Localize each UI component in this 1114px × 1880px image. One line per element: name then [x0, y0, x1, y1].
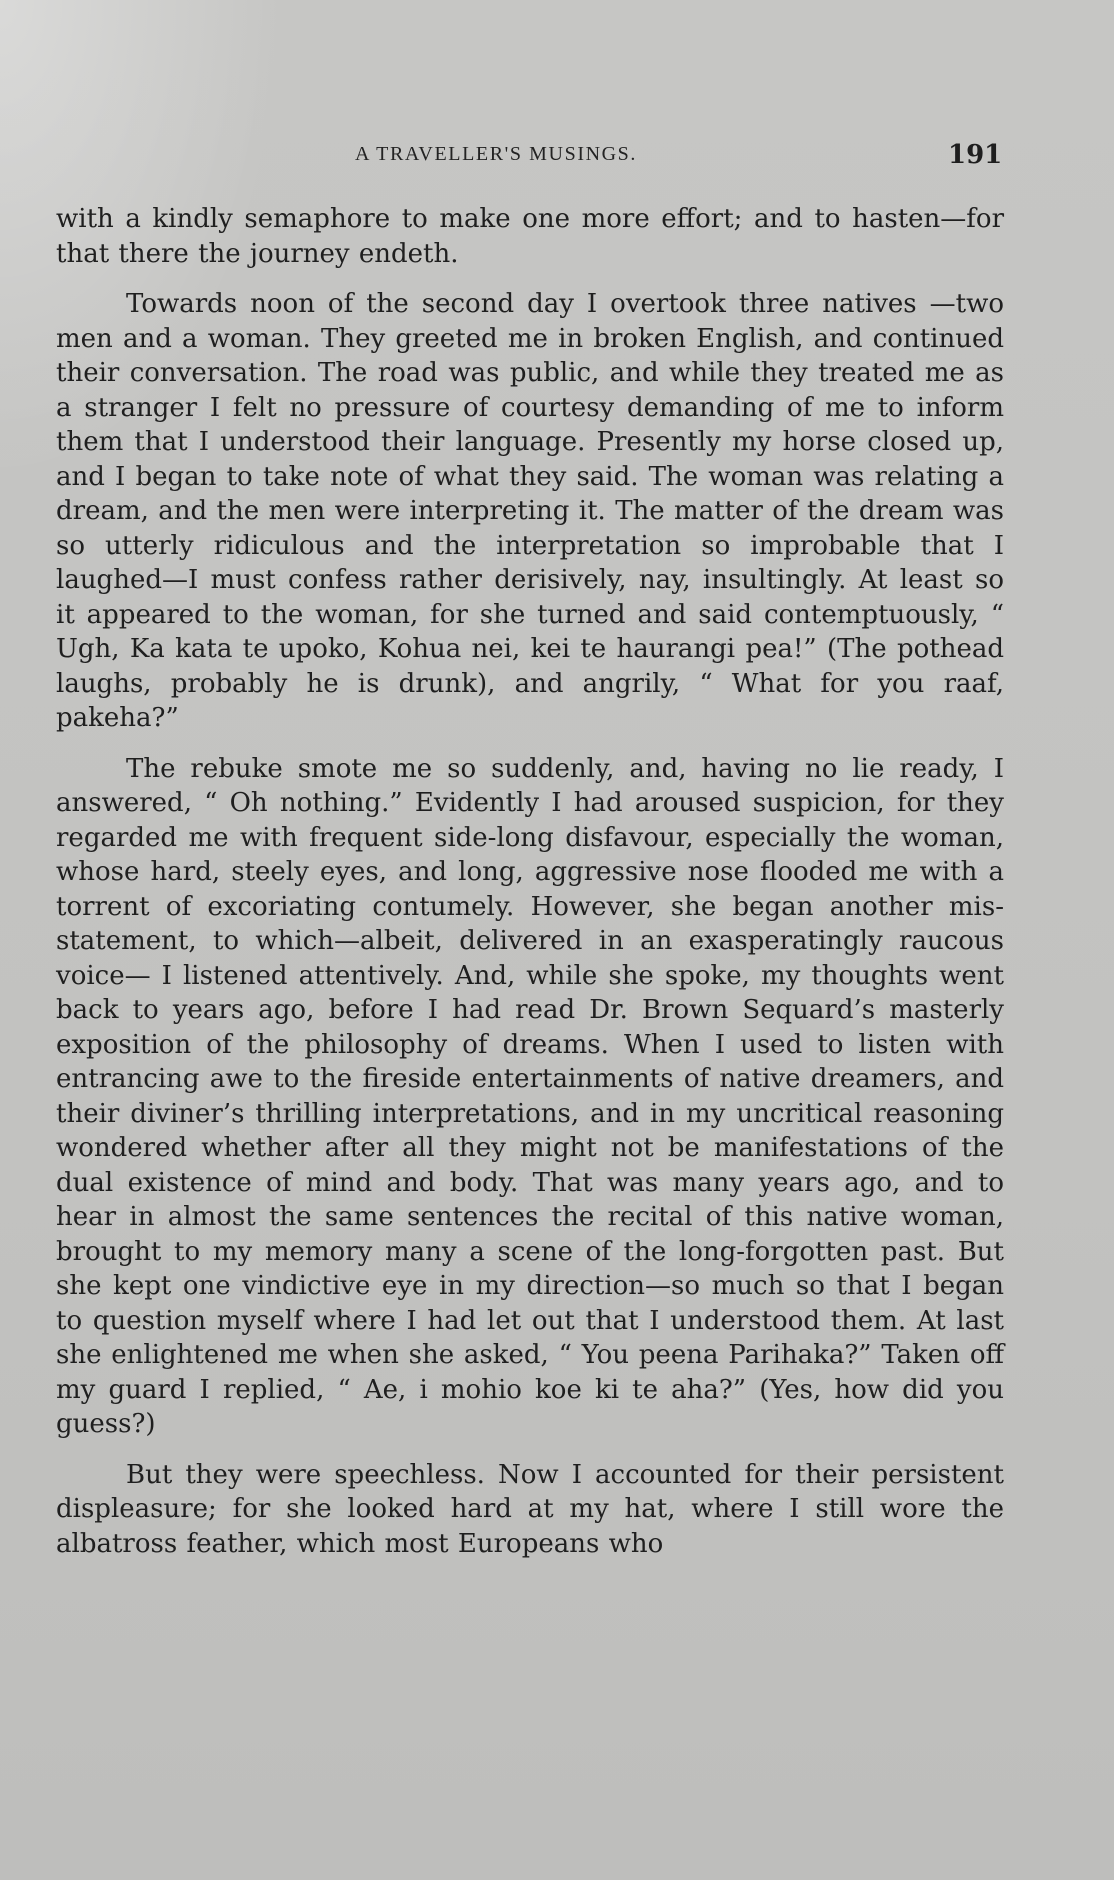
body-text — [56, 202, 1004, 1561]
paragraph-2: Towards noon of the second day I overtook three natives —two men and a woman. They greeted me in broken English, and continued their conversation. The road was public, and while they treated me as a stranger I felt no pressure of courtesy demanding of me to inform them that I understood their language. Presently my horse closed up, and I began to take note of what they said. The woman was relating a dream, and the men were interpreting it. The matter of the dream was so utterly ridiculous and the interpretation so improbable that I laughed—I must confess rather derisively, nay, insultingly. At least so it appeared to the woman, for she turned and said contemptuously, “ Ugh, Ka kata te upoko, Kohua nei, kei te haurangi pea!” (The pothead laughs, probably he is drunk), and angrily, “ What for you raaf, pakeha?” — [56, 289, 1004, 733]
paragraph-4: But they were speechless. Now I accounted for their persistent displeasure; for she looked hard at my hat, where I still wore the albatross feather, which most Europeans who — [56, 1459, 1004, 1559]
running-head: A TRAVELLER'S MUSINGS. — [355, 143, 637, 165]
paragraph-1: with a kindly semaphore to make one more effort; and to hasten—for that there the journey endeth. — [56, 204, 1004, 269]
page-number: 191 — [948, 140, 1003, 170]
paragraph-3: The rebuke smote me so suddenly, and, having no lie ready, I answered, “ Oh nothing.” Evidently I had aroused suspicion, for they regarded me with frequent side-long disfavour, especially the woman, whose hard, steely eyes, and long, aggressive nose flooded me with a torrent of excoriating contumely. However, she began another mis-statement, to which—albeit, delivered in an exasperatingly raucous voice— I listened attentively. And, while she spoke, my thoughts went back to years ago, before I had read Dr. Brown Sequard’s masterly exposition of the philosophy of dreams. When I used to listen with entrancing awe to the fireside entertainments of native dreamers, and their diviner’s thrilling interpretations, and in my uncritical reasoning wondered whether after all they might not be manifestations of the dual existence of mind and body. That was many years ago, and to hear in almost the same sentences the recital of this native woman, brought to my memory many a scene of the long-forgotten past. But she kept one vindictive eye in my direction—so much so that I began to question myself where I had let out that I understood them. At last she enlightened me when she asked, “ You peena Parihaka?” Taken off my guard I replied, “ Ae, i mohio koe ki te aha?” (Yes, how did you guess?) — [56, 753, 1004, 1439]
